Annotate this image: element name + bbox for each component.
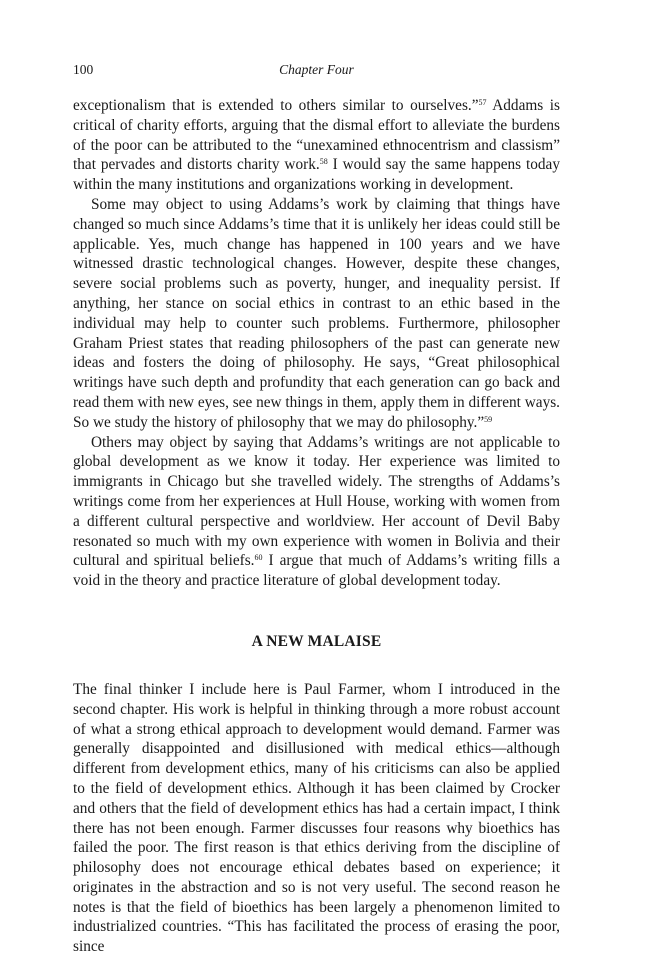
paragraph-text: I argue that much of Addams’s writing fills a void in the theory and practice literature of global development today. [73, 552, 560, 590]
paragraph-text: The final thinker I include here is Paul Farmer, whom I introduced in the second chapter. His work is helpful in thinking through a more robust account of what a strong ethical approach to development would demand. Farmer was generally disappointed and disillusioned with medical ethics—although different from development ethics, many of his criticisms can also be applied to the field of development ethics. Although it has been claimed by Crocker and others that the field of development ethics has had a certain impact, I think there has not been enough. Farmer discusses four reasons why bioethics has failed the poor. The first reason is that ethics deriving from the discipline of philosophy does not encourage ethical debates based on experience; it originates in the abstraction and so is not very useful. The second reason he notes is that the field of bioethics has been largely a phenomenon limited to industrialized countries. “This has facilitated the process of erasing the poor, since [73, 680, 560, 956]
paragraph-farmer [73, 680, 560, 957]
section-heading: A NEW MALAISE [251, 632, 382, 650]
page-number: 100 [73, 62, 94, 77]
paragraph-continued [73, 96, 560, 195]
chapter-title: Chapter Four [279, 62, 354, 77]
paragraph-objection-time [73, 195, 560, 433]
footnote-ref: 60 [254, 553, 263, 563]
footnote-ref: 57 [478, 98, 487, 107]
paragraph-text: Some may object to using Addams’s work by claiming that things have changed so much since Addams’s time that it is unlikely her ideas could still be applicable. Yes, much change has happened in 100 years and we have witnessed drastic technological changes. However, despite these changes, severe social problems such as poverty, hunger, and inequality persist. If anything, her stance on social ethics in contrast to an ethic based in the individual may help to counter such problems. Furthermore, philosopher Graham Priest states that reading philosophers of the past can generate new ideas and fosters the doing of philosophy. He says, “Great philosophical writings have such depth and profundity that each generation can go back and read them with new eyes, see new things in them, apply them in different ways. So we study the history of philosophy that we may do philosophy.” [73, 195, 560, 431]
footnote-ref: 58 [319, 157, 328, 167]
paragraph-text: exceptionalism that is extended to others similar to ourselves.” [73, 97, 479, 114]
paragraph-text: I would say the same happens today within the many institutions and organizations working in development. [73, 156, 560, 194]
book-page [73, 62, 560, 957]
paragraph-objection-scope [73, 433, 560, 591]
running-head [73, 62, 560, 82]
paragraph-text: Others may object by saying that Addams’s writings are not applicable to global development as we know it today. Her experience was limited to immigrants in Chicago but she travelled widely. The strengths of Addams’s writings come from her experiences at Hull House, working with women from a different cultural perspective and worldview. Her account of Devil Baby resonated so much with my own experience with women in Bolivia and their cultural and spiritual beliefs. [73, 433, 560, 570]
paragraph-text: Addams is critical of charity efforts, arguing that the dismal effort to alleviate the burdens of the poor can be attributed to the “unexamined ethnocentrism and classism” that pervades and distorts charity work. [73, 97, 560, 174]
footnote-ref: 59 [484, 414, 493, 424]
